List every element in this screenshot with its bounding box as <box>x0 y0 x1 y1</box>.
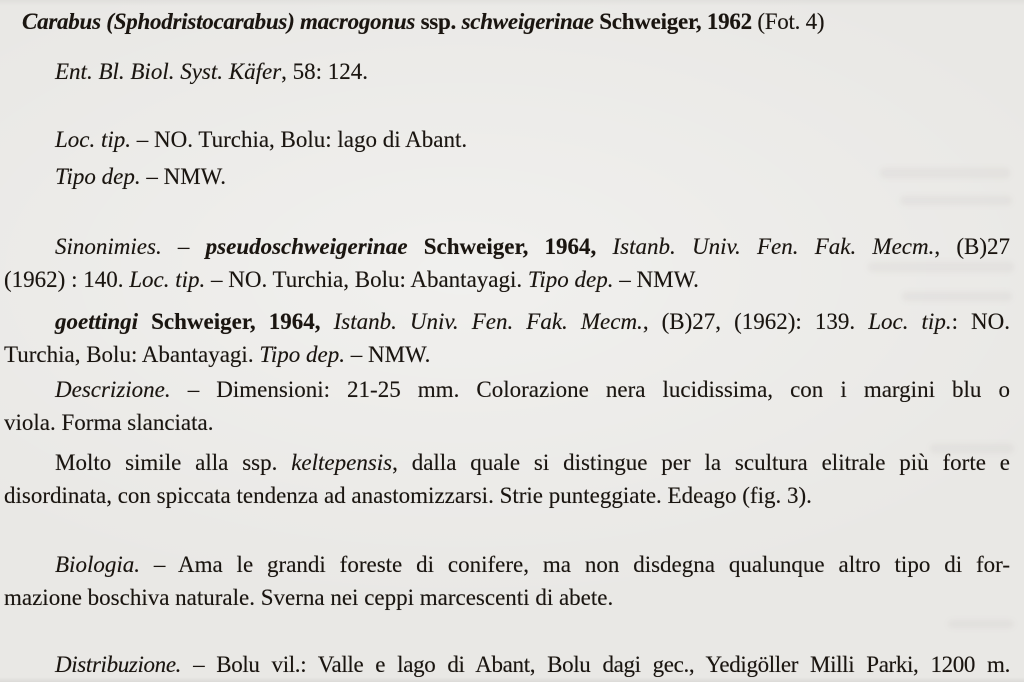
subspecies-name-text: schweigerinae <box>461 9 594 34</box>
species-heading <box>22 7 1010 37</box>
type-depository-line <box>55 162 1010 192</box>
loc-tip-label: Loc. tip. <box>868 309 952 334</box>
comparison-text: , dalla quale si distingue per la scultura elitrale più forte e <box>392 450 1010 475</box>
biology-line-1 <box>55 550 1010 580</box>
loc-tip-label: Loc. tip. <box>55 127 132 152</box>
synonym-pages-text: (1962) : 140. <box>4 267 130 292</box>
author-year-text: Schweiger, 1962 <box>593 9 752 34</box>
loc-tip-value: : NO. <box>951 309 1011 334</box>
tipo-dep-label: Tipo dep. <box>55 164 141 189</box>
photo-reference-text: (Fot. 4) <box>751 9 825 34</box>
synonym-journal-text: Istanb. Univ. Fen. Fak. Mecm. <box>596 234 935 259</box>
synonym-name-text: goettingi <box>55 309 139 334</box>
loc-tip-label: Loc. tip. <box>129 267 206 292</box>
distribution-text: – Bolu vil.: Valle e lago di Abant, Bolu dagi gec., Yedigöller Milli Parki, 1200 m. <box>181 652 1010 677</box>
synonym-name-text: pseudoschweigerinae <box>205 234 408 259</box>
biologia-label: Biologia. <box>55 552 140 577</box>
comparison-line-1 <box>55 448 1010 478</box>
scan-bleedthrough-artifact <box>900 196 1012 205</box>
comparison-text: Molto simile alla ssp. <box>55 450 292 475</box>
type-locality-line <box>55 125 1010 155</box>
description-line-1 <box>55 375 1010 405</box>
tipo-dep-label: Tipo dep. <box>527 267 614 292</box>
tipo-dep-value: – NMW. <box>344 342 431 367</box>
synonym-volume-text: , (B)27 <box>934 234 1010 259</box>
reference-line <box>55 57 1010 87</box>
synonymy-line-2 <box>4 265 1010 295</box>
biology-text: – Ama le grandi foreste di conifere, ma non disdegna qualunque altro tipo di for- <box>139 552 1010 577</box>
loc-tip-value: – NO. Turchia, Bolu: lago di Abant. <box>131 127 468 152</box>
description-text: viola. Forma slanciata. <box>4 410 214 435</box>
ssp-abbrev-text: ssp. <box>415 9 462 34</box>
scan-bleedthrough-artifact <box>948 620 1014 628</box>
synonymy-line-1 <box>55 232 1010 262</box>
description-text: – Dimensioni: 21-25 mm. Colorazione nera lucidissima, con i margini blu o <box>170 377 1010 402</box>
comparison-line-2 <box>4 481 1010 511</box>
biology-line-2 <box>4 583 1010 613</box>
tipo-dep-value: – NMW. <box>613 267 699 292</box>
goettingi-line-1 <box>55 307 1010 337</box>
tipo-dep-label: Tipo dep. <box>259 342 345 367</box>
synonym-author-text: Schweiger, 1964, <box>407 234 597 259</box>
loc-tip-value: – NO. Turchia, Bolu: Abantayagi. <box>205 267 528 292</box>
synonym-journal-text: Istanb. Univ. Fen. Fak. Mecm. <box>320 309 643 334</box>
distribuzione-label: Distribuzione. <box>55 652 182 677</box>
tipo-dep-value: – NMW. <box>140 164 227 189</box>
sinonimies-label: Sinonimies. <box>55 234 162 259</box>
synonym-volume-text: , (B)27, (1962): 139. <box>642 309 869 334</box>
volume-page-text: , 58: 124. <box>281 59 369 84</box>
descrizione-label: Descrizione. <box>55 377 171 402</box>
synonym-author-text: Schweiger, 1964, <box>138 309 321 334</box>
journal-name-text: Ent. Bl. Biol. Syst. Käfer <box>55 59 282 84</box>
goettingi-line-2 <box>4 340 1010 370</box>
distribution-line <box>55 650 1010 680</box>
biology-text: mazione boschiva naturale. Sverna nei ceppi marcescenti di abete. <box>4 585 614 610</box>
loc-tip-value: Turchia, Bolu: Abantayagi. <box>4 342 260 367</box>
compared-subspecies-text: keltepensis <box>291 450 393 475</box>
description-line-2 <box>4 408 1010 438</box>
dash-text: – <box>161 234 206 259</box>
species-name-text: Carabus (Sphodristocarabus) macrogonus <box>22 9 416 34</box>
comparison-text: disordinata, con spiccata tendenza ad anastomizzarsi. Strie punteggiate. Edeago (fig. 3). <box>4 483 812 508</box>
